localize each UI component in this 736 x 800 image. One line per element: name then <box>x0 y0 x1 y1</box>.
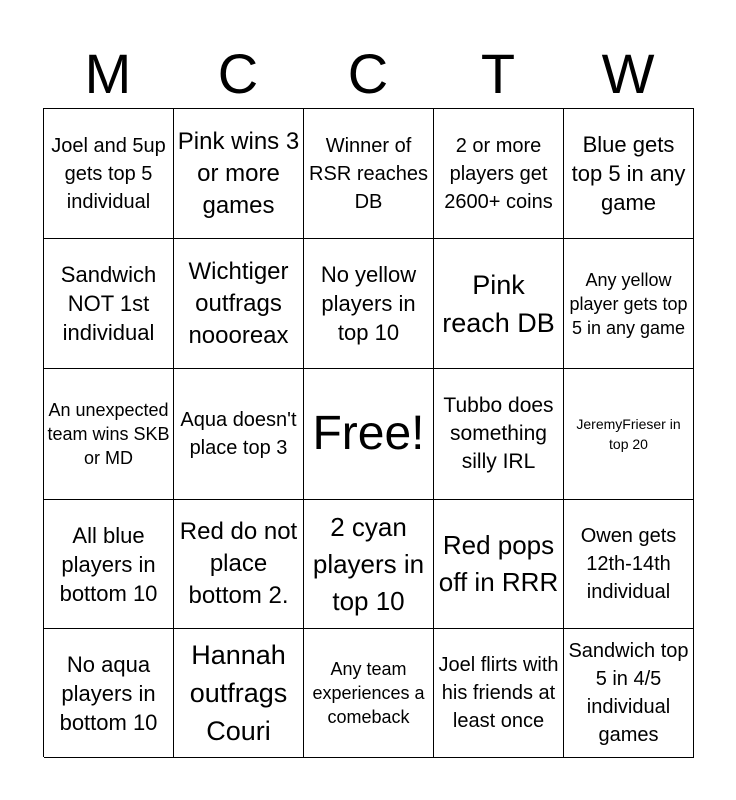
bingo-cell[interactable] <box>44 109 174 239</box>
header-letter-t: T <box>480 42 516 105</box>
header-letter-w: W <box>601 42 655 105</box>
bingo-cell[interactable] <box>304 239 434 369</box>
cell-text: Blue gets top 5 in any game <box>571 132 686 215</box>
header-letter-c1: C <box>217 42 259 105</box>
bingo-cell[interactable] <box>434 500 564 629</box>
bingo-cell[interactable] <box>564 109 694 239</box>
cell-text: Tubbo does something silly IRL <box>443 394 554 473</box>
bingo-cell[interactable] <box>44 239 174 369</box>
cell-text: All blue players in bottom 10 <box>59 522 158 606</box>
cell-text: Any team experiences a comeback <box>312 659 425 727</box>
cell-text: Joel and 5up gets top 5 individual <box>51 134 166 213</box>
bingo-board <box>43 108 694 757</box>
bingo-cell[interactable] <box>434 239 564 369</box>
cell-text: Wichtiger outfrags noooreax <box>188 257 289 349</box>
header-letter-m: M <box>84 42 132 105</box>
bingo-cell[interactable] <box>44 629 174 758</box>
cell-text: Aqua doesn't place top 3 <box>180 409 297 459</box>
bingo-cell[interactable] <box>44 500 174 629</box>
bingo-header <box>43 40 693 108</box>
cell-text: Winner of RSR reaches DB <box>309 134 428 213</box>
cell-text: 2 cyan players in top 10 <box>312 511 425 616</box>
bingo-cell[interactable] <box>174 500 304 629</box>
cell-text: Joel flirts with his friends at least once <box>438 654 559 732</box>
cell-text: Any yellow player gets top 5 in any game <box>569 269 688 338</box>
bingo-cell[interactable] <box>564 369 694 500</box>
bingo-cell[interactable] <box>44 369 174 500</box>
bingo-cell[interactable] <box>564 629 694 758</box>
cell-text: Red do not place bottom 2. <box>179 518 298 609</box>
bingo-cell[interactable] <box>564 500 694 629</box>
cell-text: JeremyFrieser in top 20 <box>576 416 681 452</box>
cell-text: Hannah outfrags Couri <box>189 640 288 746</box>
free-space-text: Free! <box>312 407 425 460</box>
cell-text: Pink reach DB <box>442 269 555 338</box>
bingo-cell[interactable] <box>174 629 304 758</box>
header-letter-c2: C <box>347 42 389 105</box>
cell-text: Pink wins 3 or more games <box>177 127 300 219</box>
bingo-cell[interactable] <box>304 629 434 758</box>
bingo-cell[interactable] <box>174 109 304 239</box>
cell-text: An unexpected team wins SKB or MD <box>47 400 170 468</box>
bingo-cell[interactable] <box>564 239 694 369</box>
free-space-cell[interactable] <box>304 369 434 500</box>
cell-text: Sandwich top 5 in 4/5 individual games <box>568 640 689 746</box>
cell-text: No yellow players in top 10 <box>320 262 417 345</box>
bingo-cell[interactable] <box>174 369 304 500</box>
cell-text: Owen gets 12th-14th individual <box>580 525 677 603</box>
bingo-cell[interactable] <box>434 109 564 239</box>
bingo-cell[interactable] <box>304 109 434 239</box>
cell-text: No aqua players in bottom 10 <box>59 651 158 735</box>
bingo-cell[interactable] <box>434 369 564 500</box>
bingo-cell[interactable] <box>434 629 564 758</box>
cell-text: Sandwich NOT 1st individual <box>60 262 157 345</box>
cell-text: Red pops off in RRR <box>438 530 559 597</box>
bingo-cell[interactable] <box>304 500 434 629</box>
bingo-cell[interactable] <box>174 239 304 369</box>
cell-text: 2 or more players get 2600+ coins <box>444 134 553 213</box>
